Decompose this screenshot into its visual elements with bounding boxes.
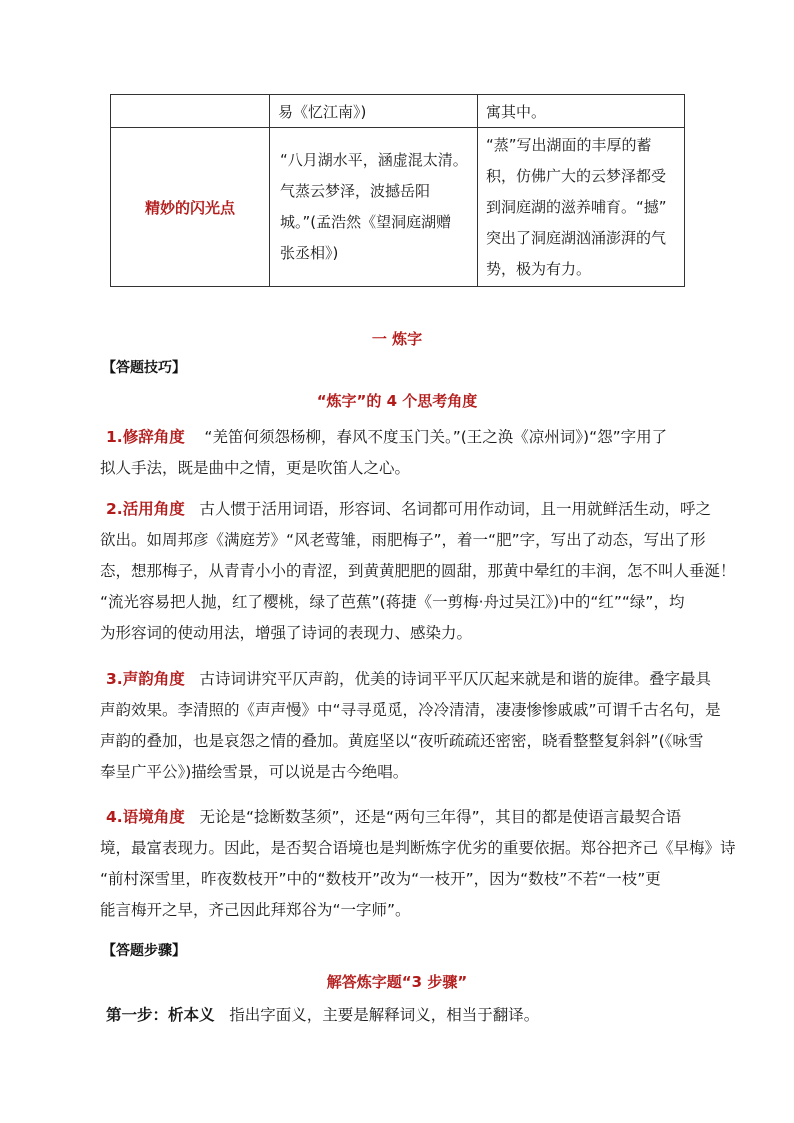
- analysis-line: 到洞庭湖的滋养哺育。“撼”: [486, 197, 667, 216]
- step-text: 指出字面义，主要是解释词义，相当于翻译。: [229, 1006, 540, 1024]
- table-row: [111, 128, 685, 287]
- table-row-heading: 精妙的闪光点: [111, 128, 270, 287]
- paragraph-line: 奉呈广平公》)描绘雪景，可以说是古今绝唱。: [100, 763, 409, 781]
- point-number: 4.: [106, 808, 123, 826]
- point-paragraph-1: [100, 422, 700, 484]
- angles-heading: “炼字”的 4 个思考角度: [316, 392, 478, 410]
- step-one: [106, 1003, 539, 1025]
- steps-heading: 解答炼字题“3 步骤”: [326, 973, 468, 991]
- section-title: 一 炼字: [371, 330, 423, 348]
- table-row: [111, 95, 685, 128]
- paragraph-line: [100, 494, 711, 525]
- paragraph-line: [100, 802, 700, 833]
- paragraph-line: [100, 422, 700, 453]
- poem-line: 城。”(孟浩然《望洞庭湖赠: [280, 213, 452, 231]
- skills-tag: 【答题技巧】: [102, 360, 186, 376]
- point-keyword: 活用角度: [122, 500, 185, 518]
- poetry-table: [110, 94, 685, 287]
- paragraph-line: 为形容词的使动用法，增强了诗词的表现力、感染力。: [100, 624, 473, 642]
- paragraph-line: 声韵效果。李清照的《声声慢》中“寻寻觅觅，冷冷清清，凄凄惨惨戚戚”可谓千古名句，是: [100, 701, 721, 719]
- point-number: 1.: [106, 428, 123, 446]
- analysis-line: 势，极为有力。: [486, 259, 592, 278]
- paragraph-line: 态，想那梅子，从青青小小的青涩，到黄黄肥肥的圆甜，那黄中晕红的丰润，怎不叫人垂涎！: [100, 562, 736, 580]
- analysis-line: 积，仿佛广大的云梦泽都受: [486, 166, 667, 185]
- poem-line: “八月湖水平，涵虚混太清。: [280, 151, 468, 169]
- point-number: 2.: [106, 500, 123, 518]
- point-paragraph-2: [100, 494, 736, 649]
- analysis-line: 突出了洞庭湖汹涌澎湃的气: [486, 228, 667, 247]
- poem-line: 张丞相》): [280, 244, 339, 262]
- paragraph-text: “羌笛何须怨杨柳，春风不度玉门关。”(王之涣《凉州词》)“怨”字用了: [204, 428, 668, 446]
- table-cell-source: 易《忆江南》): [270, 95, 478, 128]
- point-paragraph-4: [100, 802, 736, 926]
- paragraph-line: 能言梅开之早，齐己因此拜郑谷为“一字师”。: [100, 901, 411, 919]
- table-cell-empty: [111, 95, 270, 128]
- table-cell-analysis: [478, 128, 685, 287]
- paragraph-text: 古人惯于活用词语，形容词、名词都可用作动词，且一用就鲜活生动，呼之: [199, 500, 711, 518]
- point-keyword: 声韵角度: [122, 670, 185, 688]
- point-paragraph-3: [100, 664, 721, 788]
- table-cell-poem: [270, 128, 478, 287]
- point-number: 3.: [106, 670, 123, 688]
- paragraph-line: “前村深雪里，昨夜数枝开”中的“数枝开”改为“一枝开”，因为“数枝”不若“一枝”更: [100, 870, 661, 888]
- paragraph-text: 无论是“捻断数茎须”，还是“两句三年得”，其目的都是使语言最契合语: [199, 808, 682, 826]
- paragraph-line: “流光容易把人抛，红了樱桃，绿了芭蕉”(蒋捷《一剪梅·舟过吴江》)中的“红”“绿”，均: [100, 593, 685, 611]
- paragraph-line: 欲出。如周邦彦《满庭芳》“风老莺雏，雨肥梅子”，着一“肥”字，写出了动态，写出了形: [100, 531, 706, 549]
- step-label: 第一步：析本义: [106, 1006, 215, 1024]
- analysis-line: “蒸”写出湖面的丰厚的蓄: [486, 135, 652, 154]
- paragraph-text: 古诗词讲究平仄声韵，优美的诗词平平仄仄起来就是和谐的旋律。叠字最具: [199, 670, 711, 688]
- table-cell-note: 寓其中。: [478, 95, 685, 128]
- paragraph-line: 境，最富表现力。因此，是否契合语境也是判断炼字优劣的重要依据。郑谷把齐己《早梅》诗: [100, 839, 736, 857]
- poem-line: 气蒸云梦泽，波撼岳阳: [280, 182, 431, 200]
- paragraph-line: 声韵的叠加，也是哀怨之情的叠加。黄庭坚以“夜听疏疏还密密，晓看整整复斜斜”(《咏雪: [100, 732, 704, 750]
- paragraph-line: 拟人手法，既是曲中之情，更是吹笛人之心。: [100, 459, 411, 477]
- point-keyword: 修辞角度: [122, 428, 185, 446]
- paragraph-line: [100, 664, 711, 695]
- point-keyword: 语境角度: [122, 808, 185, 826]
- steps-tag: 【答题步骤】: [102, 943, 186, 959]
